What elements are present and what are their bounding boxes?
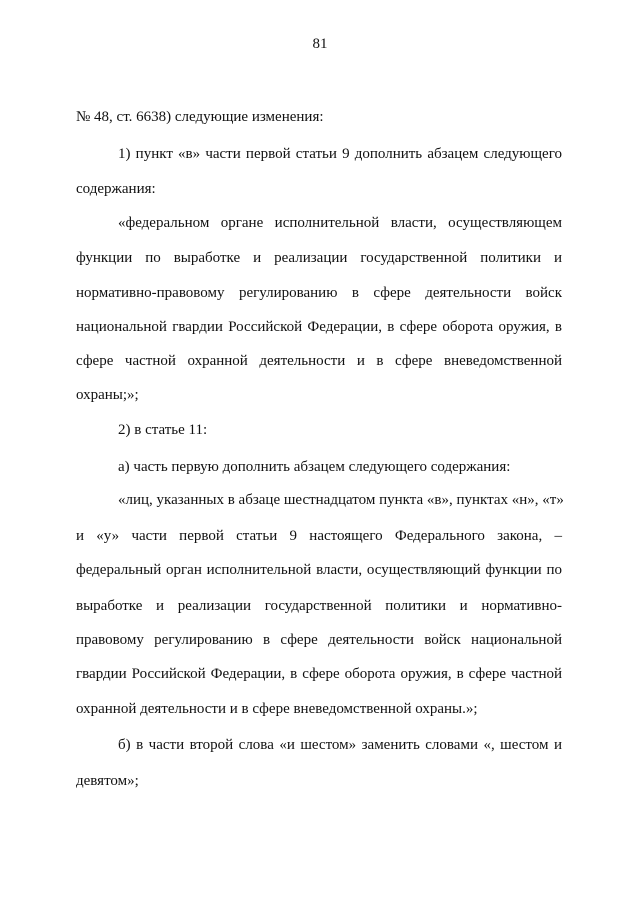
- text-line: а) часть первую дополнить абзацем следующего содержания:: [118, 459, 511, 475]
- text-line: национальной гвардии Российской Федерации, в сфере оборота оружия, в: [76, 319, 562, 335]
- text-line: охранной деятельности и в сфере вневедомственной охраны.»;: [76, 701, 478, 717]
- text-line: содержания:: [76, 181, 156, 197]
- text-line: 1) пункт «в» части первой статьи 9 дополнить абзацем следующего: [118, 146, 562, 162]
- text-line: «лиц, указанных в абзаце шестнадцатом пункта «в», пунктах «н», «т»: [118, 492, 564, 508]
- text-line: сфере частной охранной деятельности и в сфере вневедомственной: [76, 353, 562, 369]
- text-line: девятом»;: [76, 773, 139, 789]
- text-line: федеральный орган исполнительной власти, осуществляющий функции по: [76, 562, 562, 578]
- text-line: нормативно-правовому регулированию в сфере деятельности войск: [76, 285, 562, 301]
- text-line: «федеральном органе исполнительной власти, осуществляющем: [118, 215, 562, 231]
- text-line: 2) в статье 11:: [118, 422, 208, 438]
- text-line: правовому регулированию в сфере деятельности войск национальной: [76, 632, 562, 648]
- text-line: охраны;»;: [76, 387, 139, 403]
- text-line: выработке и реализации государственной политики и нормативно-: [76, 598, 562, 614]
- text-line: и «у» части первой статьи 9 настоящего Федерального закона, –: [76, 528, 562, 544]
- text-line: № 48, ст. 6638) следующие изменения:: [76, 109, 324, 125]
- text-line: гвардии Российской Федерации, в сфере оборота оружия, в сфере частной: [76, 666, 562, 682]
- text-line: б) в части второй слова «и шестом» заменить словами «, шестом и: [118, 737, 562, 753]
- text-line: функции по выработке и реализации государственной политики и: [76, 250, 562, 266]
- page-number: 81: [312, 36, 328, 52]
